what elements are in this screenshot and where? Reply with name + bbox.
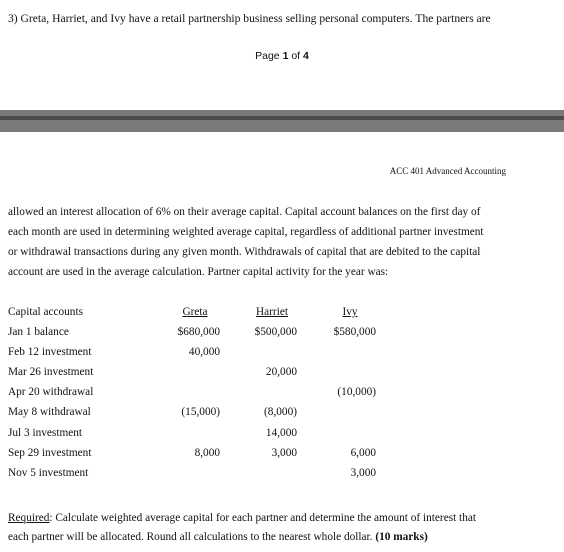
table-header-greta: Greta	[182, 306, 208, 318]
table-cell-greta: 8,000	[194, 447, 220, 459]
table-row-label: Mar 26 investment	[8, 366, 94, 378]
table-header-ivy: Ivy	[342, 306, 358, 318]
table-cell-ivy: 3,000	[350, 467, 376, 479]
table-cell-ivy: (10,000)	[337, 386, 376, 398]
table-row-label: Apr 20 withdrawal	[8, 386, 94, 398]
table-cell-ivy: $580,000	[333, 326, 376, 338]
table-cell-harriet: (8,000)	[264, 406, 297, 418]
table-cell-harriet: 3,000	[271, 447, 297, 459]
paragraph-line: account are used in the average calculation. Partner capital activity for the year was:	[8, 266, 389, 278]
page-break-bar	[0, 110, 564, 132]
table-row-label: May 8 withdrawal	[8, 406, 91, 418]
page-current: 1	[282, 50, 289, 62]
paragraph-line: allowed an interest allocation of 6% on their average capital. Capital account balances on the first day of	[8, 206, 481, 218]
table-header-label: Capital accounts	[8, 306, 83, 318]
page-prefix: Page	[255, 50, 283, 62]
table-cell-harriet: 20,000	[265, 366, 297, 378]
table-cell-greta: (15,000)	[181, 406, 220, 418]
table-cell-harriet: $500,000	[254, 326, 297, 338]
marks-label: (10 marks)	[375, 531, 428, 543]
table-cell-greta: $680,000	[177, 326, 220, 338]
table-row-label: Nov 5 investment	[8, 467, 89, 479]
page-indicator	[0, 50, 564, 62]
question-intro: 3) Greta, Harriet, and Ivy have a retail partnership business selling personal computers. The partners are	[8, 12, 491, 25]
table-row-label: Jul 3 investment	[8, 427, 83, 439]
required-line-2	[8, 531, 428, 543]
table-row-label: Sep 29 investment	[8, 447, 92, 459]
table-row-label: Jan 1 balance	[8, 326, 69, 338]
table-cell-ivy: 6,000	[350, 447, 376, 459]
required-label: Required	[8, 512, 50, 524]
required-text: : Calculate weighted average capital for each partner and determine the amount of interest that	[49, 512, 477, 524]
paragraph-line: or withdrawal transactions during any given month. Withdrawals of capital that are debited to the capital	[8, 246, 481, 258]
table-cell-harriet: 14,000	[265, 427, 297, 439]
table-cell-greta: 40,000	[188, 346, 220, 358]
table-header-harriet: Harriet	[256, 306, 288, 318]
paragraph-line: each month are used in determining weighted average capital, regardless of additional partner investment	[8, 226, 484, 238]
page-of: of	[288, 50, 304, 62]
required-text-2: each partner will be allocated. Round all calculations to the nearest whole dollar.	[8, 531, 376, 543]
table-row-label: Feb 12 investment	[8, 346, 92, 358]
page-break-line	[0, 116, 564, 120]
page-total: 4	[303, 50, 309, 62]
required-line-1	[8, 512, 476, 524]
course-header: ACC 401 Advanced Accounting	[389, 166, 506, 176]
